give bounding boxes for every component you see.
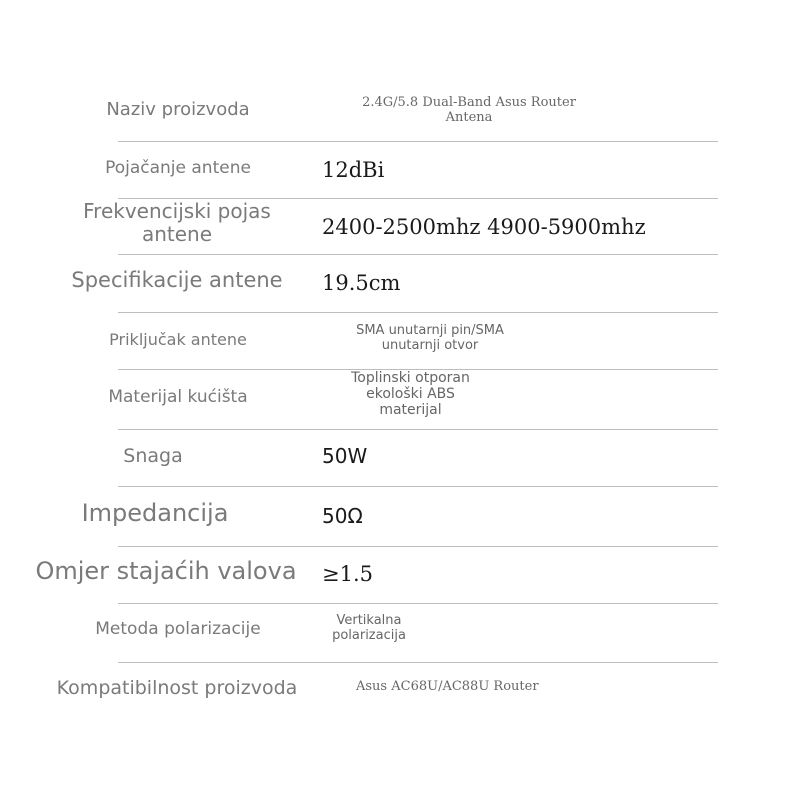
spec-value-antenna-connector: SMA unutarnji pin/SMA unutarnji otvor	[356, 323, 504, 353]
spec-value-polarization-method: Vertikalna polarizacija	[332, 613, 406, 643]
spec-value-antenna-gain: 12dBi	[322, 158, 385, 182]
spec-value-vswr: ≥1.5	[322, 562, 373, 586]
spec-value-product-name: 2.4G/5.8 Dual-Band Asus Router Antena	[362, 95, 576, 125]
spec-label-product-compatibility: Kompatibilnost proizvoda	[56, 677, 298, 699]
spec-label-power: Snaga	[123, 445, 183, 467]
spec-label-antenna-gain: Pojačanje antene	[105, 158, 251, 178]
spec-value-power: 50W	[322, 444, 368, 468]
row-divider	[118, 254, 718, 255]
spec-label-antenna-connector: Priključak antene	[109, 330, 247, 349]
row-divider	[118, 546, 718, 547]
row-divider	[118, 141, 718, 142]
row-divider	[118, 312, 718, 313]
spec-value-frequency-band: 2400-2500mhz 4900-5900mhz	[322, 215, 646, 239]
spec-label-impedance: Impedancija	[81, 499, 229, 527]
spec-value-product-compatibility: Asus AC68U/AC88U Router	[356, 679, 539, 694]
spec-label-polarization-method: Metoda polarizacije	[95, 619, 261, 639]
row-divider	[118, 486, 718, 487]
spec-label-vswr: Omjer stajaćih valova	[35, 557, 297, 585]
row-divider	[118, 662, 718, 663]
spec-value-impedance: 50Ω	[322, 504, 363, 528]
spec-label-product-name: Naziv proizvoda	[106, 99, 250, 120]
spec-label-antenna-specs: Specifikacije antene	[71, 268, 283, 292]
spec-label-frequency-band: Frekvencijski pojas antene	[83, 199, 271, 246]
spec-value-housing-material: Toplinski otporan ekološki ABS materijal	[351, 370, 470, 419]
spec-label-housing-material: Materijal kućišta	[108, 387, 248, 407]
row-divider	[118, 429, 718, 430]
row-divider	[118, 603, 718, 604]
spec-value-antenna-specs: 19.5cm	[322, 271, 401, 295]
